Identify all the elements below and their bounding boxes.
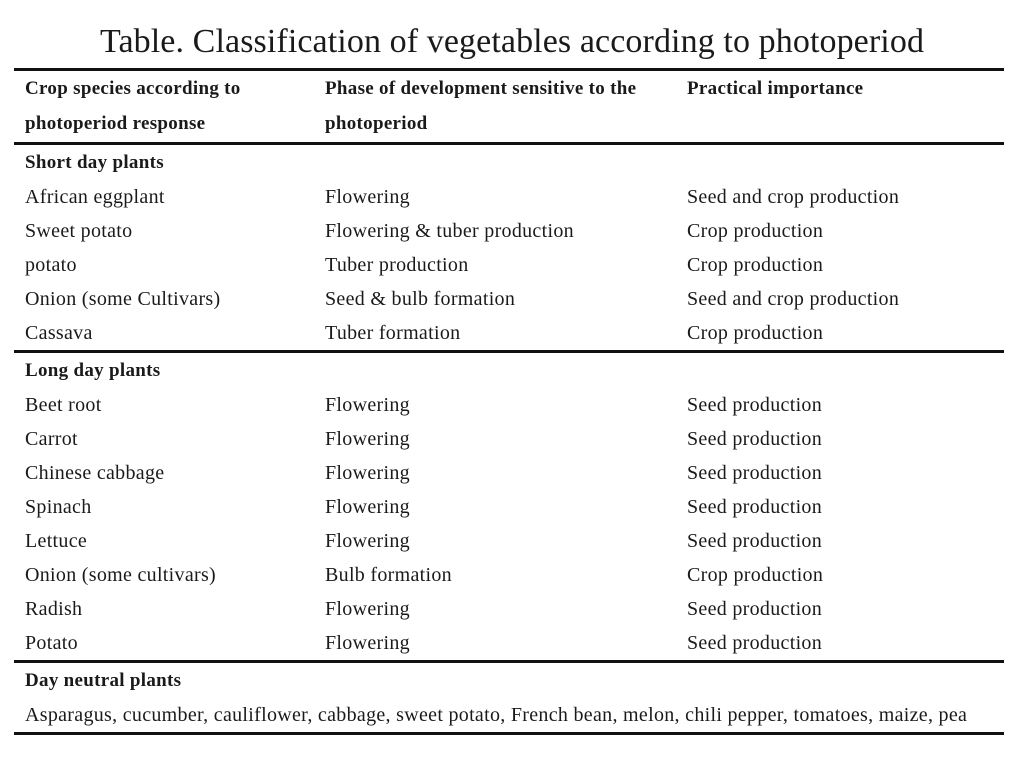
crop-cell: Radish [25, 598, 83, 620]
phase-cell: Bulb formation [325, 564, 452, 586]
importance-cell: Seed production [687, 632, 823, 654]
importance-cell: Crop production [687, 254, 824, 276]
table-header-row [14, 71, 1004, 142]
table-row [14, 490, 1004, 524]
phase-cell: Flowering [325, 632, 410, 654]
importance-cell: Crop production [687, 564, 824, 586]
table-row [14, 524, 1004, 558]
crop-cell: Chinese cabbage [25, 462, 165, 484]
phase-cell: Flowering [325, 428, 410, 450]
phase-cell: Flowering [325, 598, 410, 620]
crop-cell: potato [25, 254, 77, 276]
crop-cell: Spinach [25, 496, 92, 518]
phase-cell: Flowering [325, 462, 410, 484]
importance-cell: Seed production [687, 394, 823, 416]
table-row [14, 248, 1004, 282]
importance-cell: Seed production [687, 530, 823, 552]
table-row [14, 456, 1004, 490]
crop-cell: Sweet potato [25, 220, 133, 242]
long-day-rows [14, 388, 1004, 660]
phase-cell: Flowering [325, 186, 410, 208]
bottom-rule [14, 732, 1004, 735]
crop-cell: Beet root [25, 394, 102, 416]
importance-cell: Seed and crop production [687, 186, 900, 208]
phase-cell: Flowering [325, 496, 410, 518]
crop-cell: Onion (some Cultivars) [25, 288, 221, 310]
importance-cell: Seed and crop production [687, 288, 900, 310]
crop-cell: Cassava [25, 322, 93, 344]
phase-cell: Tuber production [325, 254, 469, 276]
phase-cell: Flowering [325, 530, 410, 552]
section-day-neutral: Day neutral plants [25, 670, 182, 691]
importance-cell: Seed production [687, 496, 823, 518]
table-row [14, 592, 1004, 626]
crop-cell: Lettuce [25, 530, 88, 552]
importance-cell: Seed production [687, 598, 823, 620]
photoperiod-table [14, 68, 1004, 735]
section-short-day: Short day plants [25, 152, 164, 173]
table-row [14, 558, 1004, 592]
crop-cell: African eggplant [25, 186, 165, 208]
importance-cell: Crop production [687, 322, 824, 344]
crop-cell: Carrot [25, 428, 78, 450]
table-row [14, 316, 1004, 350]
page-title: Table. Classification of vegetables according to photoperiod [99, 23, 925, 60]
table-row [14, 626, 1004, 660]
header-sensitive-phase: Phase of development sensitive to the photoperiod [325, 78, 637, 134]
crop-cell: Potato [25, 632, 78, 654]
phase-cell: Flowering [325, 394, 410, 416]
day-neutral-list: Asparagus, cucumber, cauliflower, cabbage, sweet potato, French bean, melon, chili pepper, tomatoes, maize, pea [25, 704, 968, 726]
header-crop-species: Crop species according to photoperiod response [25, 78, 241, 134]
short-day-rows [14, 180, 1004, 350]
section-long-day: Long day plants [25, 360, 161, 381]
phase-cell: Flowering & tuber production [325, 220, 574, 242]
table-row [14, 282, 1004, 316]
importance-cell: Crop production [687, 220, 824, 242]
table-row [14, 422, 1004, 456]
table-row [14, 388, 1004, 422]
importance-cell: Seed production [687, 428, 823, 450]
importance-cell: Seed production [687, 462, 823, 484]
phase-cell: Seed & bulb formation [325, 288, 516, 310]
table-row [14, 214, 1004, 248]
table-row [14, 180, 1004, 214]
crop-cell: Onion (some cultivars) [25, 564, 217, 586]
header-practical-importance: Practical importance [687, 78, 864, 99]
phase-cell: Tuber formation [325, 322, 461, 344]
